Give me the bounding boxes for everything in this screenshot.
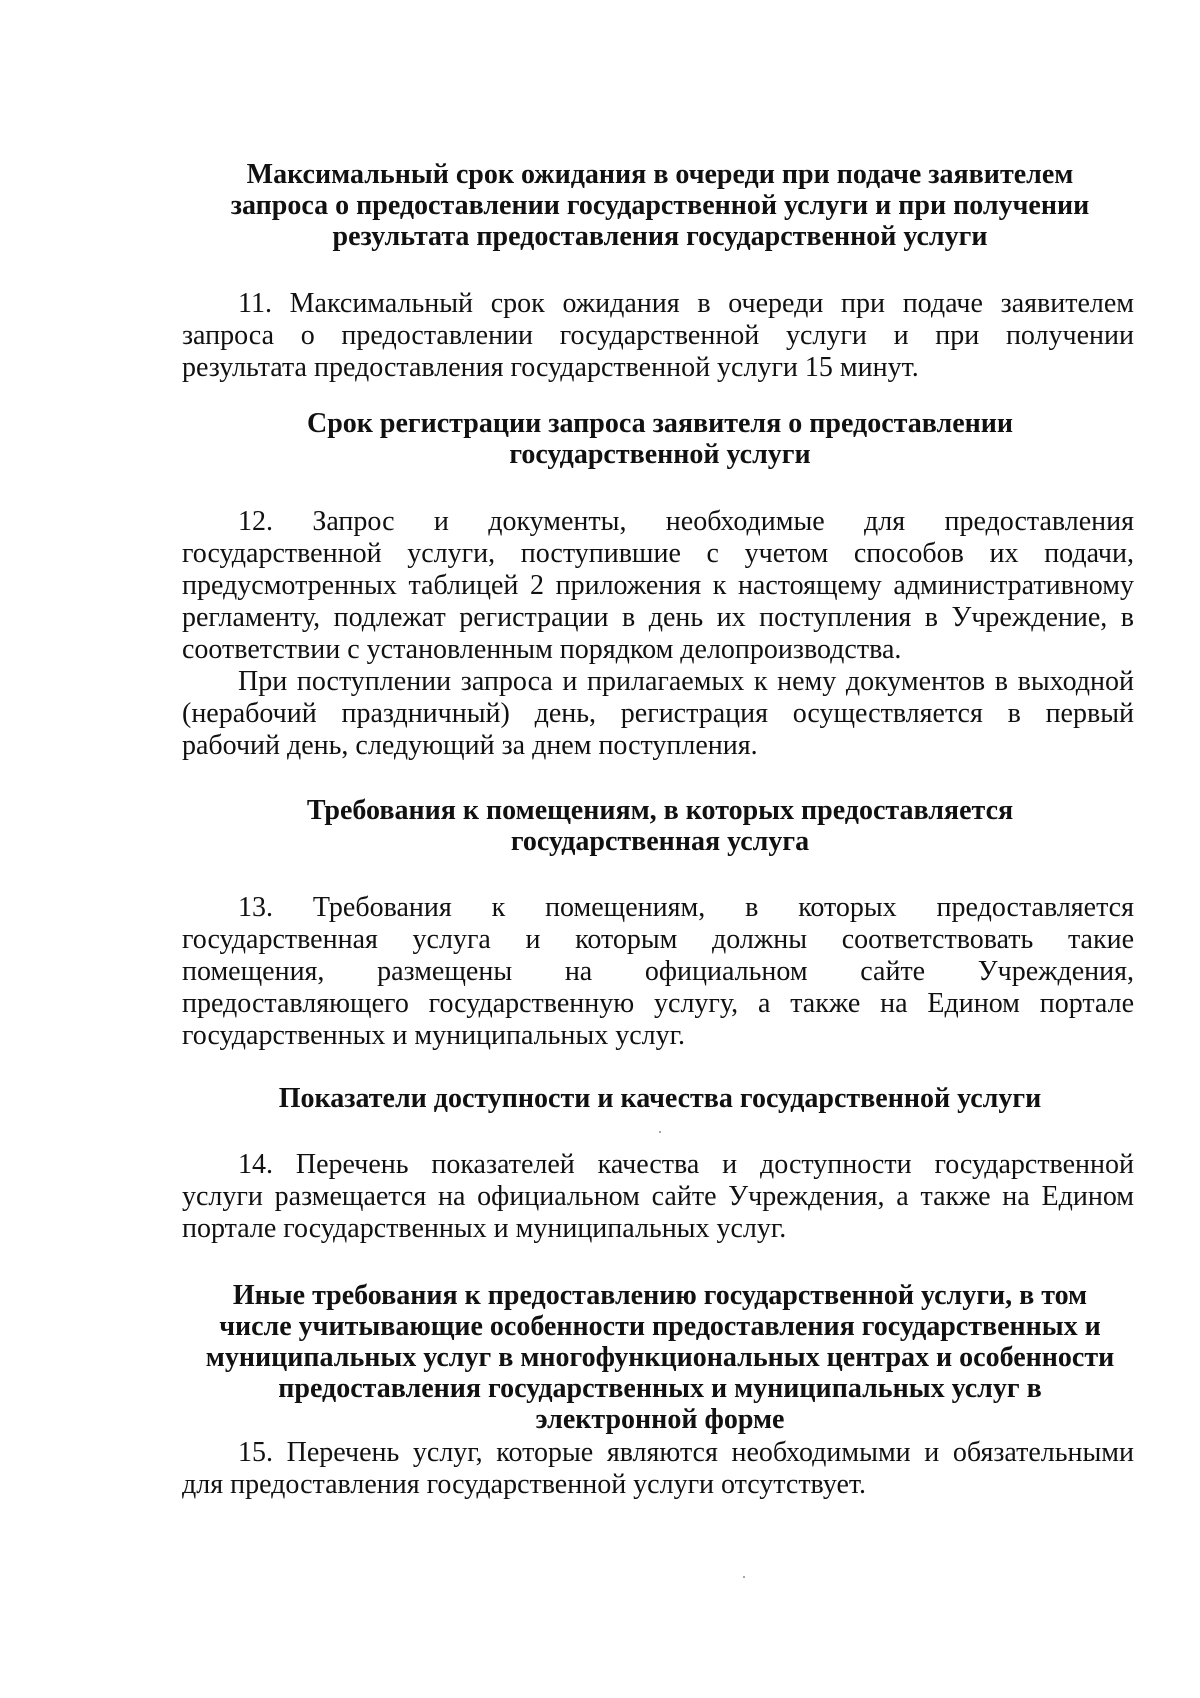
paragraph-line: регламенту, подлежат регистрации в день их поступления в Учреждение, в (182, 602, 1134, 633)
paragraph-line: предусмотренных таблицей 2 приложения к настоящему административному (182, 570, 1134, 601)
section-heading-registration-term (260, 408, 1060, 470)
heading-line: запроса о предоставлении государственной услуги и при получении (230, 190, 1090, 221)
paragraph-11 (182, 288, 1134, 384)
section-heading-premises-requirements (260, 795, 1060, 857)
section-heading-other-requirements (160, 1280, 1160, 1435)
heading-line: предоставления государственных и муниципальных услуг в (278, 1373, 1042, 1404)
scan-speck (659, 1131, 661, 1133)
heading-line: государственная услуга (510, 826, 810, 857)
paragraph-line: 14. Перечень показателей качества и доступности государственной (238, 1149, 1134, 1180)
paragraph-line: 15. Перечень услуг, которые являются необходимыми и обязательными (238, 1437, 1134, 1468)
paragraph-line: портале государственных и муниципальных услуг. (182, 1213, 787, 1244)
heading-line: числе учитывающие особенности предоставления государственных и (219, 1311, 1101, 1342)
paragraph-14 (182, 1149, 1134, 1245)
paragraph-line: услуги размещается на официальном сайте Учреждения, а также на Едином (182, 1181, 1134, 1212)
paragraph-line: помещения, размещены на официальном сайте Учреждения, (182, 956, 1134, 987)
section-heading-waiting-time (200, 159, 1120, 252)
paragraph-line: 11. Максимальный срок ожидания в очереди при подаче заявителем (238, 288, 1134, 319)
paragraph-12-continuation (182, 666, 1134, 762)
heading-line: Максимальный срок ожидания в очереди при подаче заявителем (246, 159, 1074, 190)
paragraph-line: государственная услуга и которым должны соответствовать такие (182, 924, 1134, 955)
heading-line: Требования к помещениям, в которых предоставляется (306, 795, 1014, 826)
paragraph-line: соответствии с установленным порядком делопроизводства. (182, 634, 902, 665)
paragraph-line: 13. Требования к помещениям, в которых предоставляется (238, 892, 1134, 923)
paragraph-line: (нерабочий праздничный) день, регистрация осуществляется в первый (182, 698, 1134, 729)
heading-line: результата предоставления государственной услуги (332, 221, 988, 252)
paragraph-line: государственной услуги, поступившие с учетом способов их подачи, (182, 538, 1134, 569)
paragraph-line: для предоставления государственной услуги отсутствует. (182, 1469, 867, 1500)
paragraph-line: рабочий день, следующий за днем поступления. (182, 730, 758, 761)
scan-speck (743, 1576, 745, 1578)
paragraph-12 (182, 506, 1134, 666)
section-heading-quality-indicators (200, 1083, 1120, 1114)
paragraph-line: При поступлении запроса и прилагаемых к нему документов в выходной (238, 666, 1134, 697)
paragraph-line: 12. Запрос и документы, необходимые для предоставления (238, 506, 1134, 537)
heading-line: Срок регистрации запроса заявителя о предоставлении (306, 408, 1014, 439)
heading-line: Иные требования к предоставлению государственной услуги, в том (232, 1280, 1088, 1311)
paragraph-13 (182, 892, 1134, 1052)
paragraph-line: результата предоставления государственной услуги 15 минут. (182, 352, 919, 383)
paragraph-line: предоставляющего государственную услугу, а также на Едином портале (182, 988, 1134, 1019)
heading-line: государственной услуги (509, 439, 811, 470)
heading-line: электронной форме (535, 1404, 785, 1435)
paragraph-15 (182, 1437, 1134, 1501)
heading-line: Показатели доступности и качества государственной услуги (278, 1083, 1042, 1114)
heading-line: муниципальных услуг в многофункциональных центрах и особенности (205, 1342, 1115, 1373)
paragraph-line: государственных и муниципальных услуг. (182, 1020, 685, 1051)
paragraph-line: запроса о предоставлении государственной услуги и при получении (182, 320, 1134, 351)
